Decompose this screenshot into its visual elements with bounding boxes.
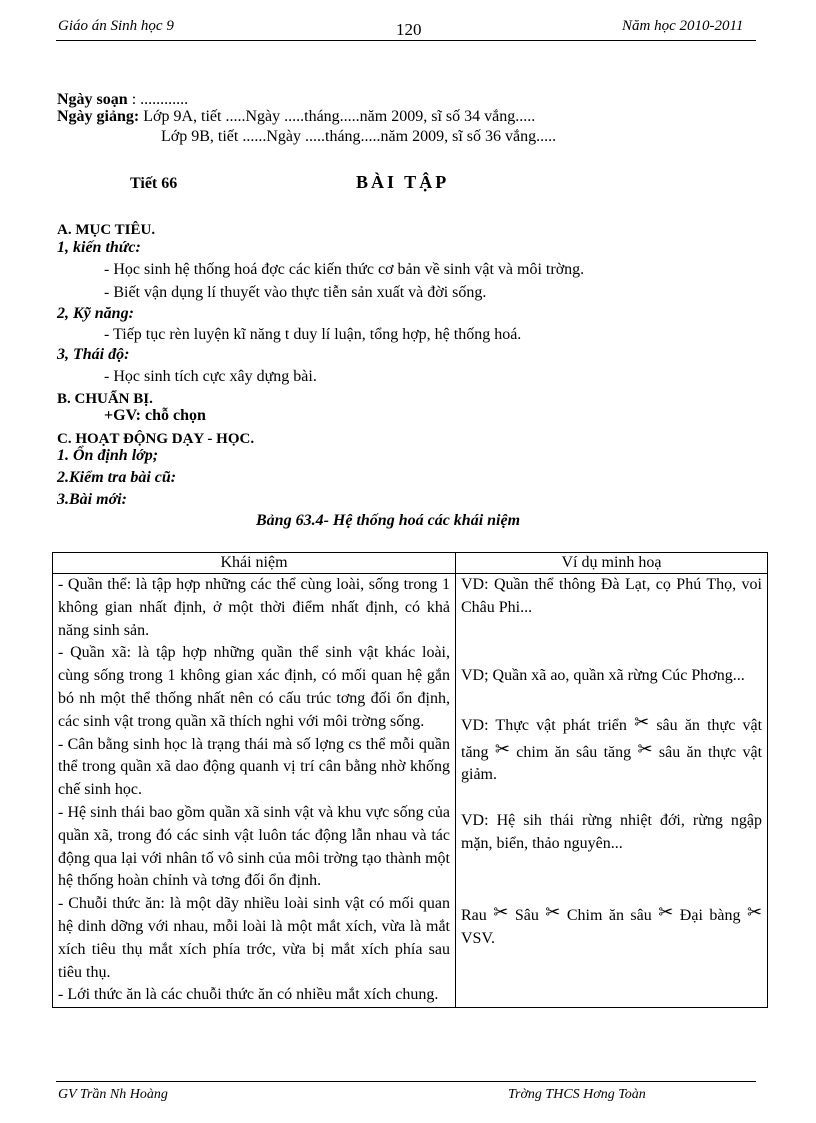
chain-dai-bang: Đại bàng: [679, 907, 741, 925]
ngay-giang-line: [57, 108, 535, 126]
header-school-year: Năm học 2010-2011: [622, 18, 744, 34]
knowledge-item-1: - Học sinh hệ thống hoá đợc các kiến thức cơ bản về sinh vật và môi trờng.: [104, 261, 585, 278]
step-3: 3.Bài mới:: [57, 491, 127, 508]
ngay-soan-value: : ............: [131, 91, 189, 108]
chain-rau: Rau: [461, 907, 487, 925]
spacer: [461, 620, 762, 666]
concepts-table: [52, 552, 768, 1008]
concepts-cell: [53, 574, 456, 1008]
column-header-example: Ví dụ minh hoạ: [456, 553, 768, 574]
examples-cell: [456, 574, 768, 1008]
table-header-row: [53, 553, 768, 574]
section-preparation: B. CHUẨN BỊ.: [57, 391, 153, 407]
header-subject: Giáo án Sinh học 9: [58, 18, 174, 34]
table-row: [53, 574, 768, 1008]
lesson-title: BÀI TẬP: [356, 172, 450, 192]
example-community: VD; Quần xã ao, quần xã rừng Cúc Phơng...: [461, 667, 745, 685]
step-1: 1. Ổn định lớp;: [57, 447, 159, 464]
table-caption: Bảng 63.4- Hệ thống hoá các khái niệm: [256, 512, 521, 529]
chain-vsv: VSV.: [461, 929, 495, 947]
example-biological-balance: [461, 711, 762, 787]
concept-ecosystem: - Hệ sinh thái bao gồm quần xã sinh vật và khu vực sống của quần xã, trong đó các sinh vật luôn tác động lẫn nhau và tác động qua lại với nhân tố vô sinh của môi trờng tạo thành một hệ thống hoàn chỉnh và tơng đối ổn định.: [58, 803, 450, 890]
footer-teacher: GV Trần Nh Hoàng: [58, 1087, 168, 1102]
attitude-label: 3, Thái độ:: [57, 346, 130, 363]
scissors-arrow-icon: ✂: [634, 711, 650, 732]
spacer: [461, 787, 762, 810]
attitude-item-1: - Học sinh tích cực xây dựng bài.: [104, 368, 317, 385]
scissors-arrow-icon: ✂: [545, 902, 561, 923]
concept-community: - Quần xã: là tập hợp những quần thể sinh vật khác loài, cùng sống trong 1 không gian xác định, có mối quan hệ gắn bó nh một thể thống nhất nên có cấu trúc tơng đối ổn định, các sinh vật trong quần xã thích nghi với môi trờng sống.: [58, 644, 450, 730]
scissors-arrow-icon: ✂: [746, 902, 763, 923]
concept-biological-balance: - Cân bằng sinh học là trạng thái mà số lợng cs thể mỗi quần thể trong quần xã dao động quanh vị trí cân bằng nhờ khống chế sinh học.: [58, 735, 450, 799]
section-objectives: A. MỤC TIÊU.: [57, 222, 156, 238]
footer-rule: [56, 1081, 756, 1082]
step-2: 2.Kiểm tra bài cũ:: [57, 469, 177, 486]
example-balance-part-3: chim ăn sâu tăng: [516, 743, 632, 761]
ngay-soan-label: Ngày soạn: [57, 91, 128, 108]
spacer: [461, 688, 762, 711]
knowledge-item-2: - Biết vận dụng lí thuyết vào thực tiễn sản xuất và đời sống.: [104, 284, 487, 301]
spacer: [461, 856, 762, 902]
header-rule: [56, 40, 756, 41]
scissors-arrow-icon: ✂: [637, 738, 653, 759]
scissors-arrow-icon: ✂: [494, 738, 510, 759]
page-number: 120: [396, 20, 422, 39]
lesson-period: Tiết 66: [130, 175, 178, 192]
chain-chim: Chim ăn sâu: [566, 907, 652, 925]
scissors-arrow-icon: ✂: [658, 902, 674, 923]
ngay-giang-label: Ngày giảng:: [57, 108, 140, 125]
scissors-arrow-icon: ✂: [493, 902, 509, 923]
concept-population: - Quần thể: là tập hợp những các thể cùng loài, sống trong 1 không gian nhất định, ở một thời điểm nhất định, có khả năng sinh sản.: [58, 576, 450, 639]
section-activities: C. HOẠT ĐỘNG DẠY - HỌC.: [57, 431, 255, 447]
example-balance-part-1: VD: Thực vật phát triển: [461, 716, 627, 734]
chain-sau: Sâu: [514, 907, 539, 925]
example-population: VD: Quần thể thông Đà Lạt, cọ Phú Thọ, voi Châu Phi...: [461, 576, 762, 616]
footer-school: Trờng THCS Hơng Toàn: [508, 1087, 646, 1102]
concept-food-web: - Lới thức ăn là các chuỗi thức ăn có nhiều mắt xích chung.: [58, 986, 439, 1004]
class-9b-info: Lớp 9B, tiết ......Ngày .....tháng.....năm 2009, sĩ số 36 vắng.....: [161, 128, 557, 145]
knowledge-label: 1, kiến thức:: [57, 239, 141, 256]
example-balance-part-2: sâu ăn thực vật tăng: [461, 716, 763, 761]
preparation-gv: +GV: chỗ chọn: [104, 407, 206, 424]
example-balance-part-4: sâu ăn thực vật giảm.: [461, 743, 763, 784]
skills-item-1: - Tiếp tục rèn luyện kĩ năng t duy lí luận, tổng hợp, hệ thống hoá.: [104, 326, 522, 343]
ngay-soan-line: [57, 91, 188, 109]
skills-label: 2, Kỹ năng:: [57, 305, 134, 322]
example-food-chain: [461, 901, 762, 951]
example-ecosystem: VD: Hệ sih thái rừng nhiệt đới, rừng ngập mặn, biển, thảo nguyên...: [461, 811, 762, 852]
concept-food-chain: - Chuỗi thức ăn: là một dãy nhiều loài sinh vật có mối quan hệ dinh dỡng với nhau, mỗi loài là một mắt xích, vừa là mắt xích tiêu thụ mắt xích phía trớc, vừa bị mắt xích phía sau tiêu thụ.: [58, 895, 450, 981]
class-9a-info: Lớp 9A, tiết .....Ngày .....tháng.....năm 2009, sĩ số 34 vắng.....: [143, 108, 536, 125]
column-header-concept: Khái niệm: [53, 553, 456, 574]
